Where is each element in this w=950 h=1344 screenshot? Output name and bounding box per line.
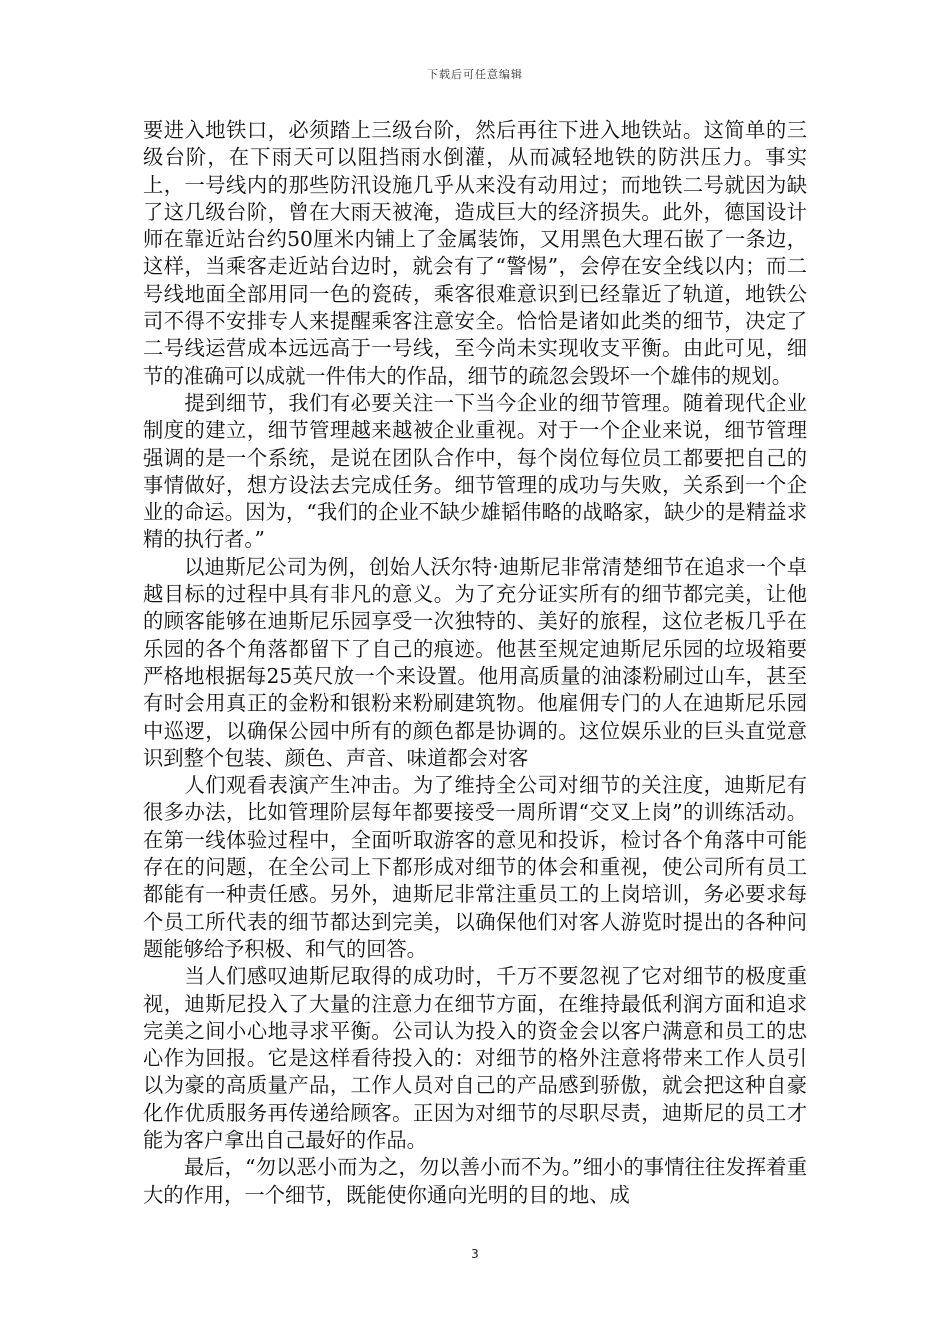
paragraph-disney-training: 人们观看表演产生冲击。为了维持全公司对细节的关注度，迪斯尼有很多办法，比如管理阶层每年都要接受一周所谓“交叉上岗”的训练活动。在第一线体验过程中，全面听取游客的意见和投诉，检讨各个角落中可能存在的问题，在全公司上下都形成对细节的体会和重视，使公司所有员工都能有一种责任感。另外，迪斯尼非常注重员工的上岗培训，务必要求每个员工所代表的细节都达到完美，以确保他们对客人游览时提出的各种问题能够给予积极、和气的回答。 bbox=[143, 773, 807, 961]
header-note: 下载后可任意编辑 bbox=[427, 68, 523, 81]
paragraph-conclusion: 最后，“勿以恶小而为之，勿以善小而不为。”细小的事情往往发挥着重大的作用，一个细节，既能使你通向光明的目的地、成 bbox=[143, 1155, 807, 1207]
paragraph-disney-founder: 以迪斯尼公司为例，创始人沃尔特·迪斯尼非常清楚细节在追求一个卓越目标的过程中具有非凡的意义。为了充分证实所有的细节都完美，让他的顾客能够在迪斯尼乐园享受一次独特的、美好的旅程，这位老板几乎在乐园的各个角落都留下了自己的痕迹。他甚至规定迪斯尼乐园的垃圾箱要严格地根据每25英尺放一个来设置。他用高质量的油漆粉刷过山车，甚至有时会用真正的金粉和银粉来粉刷建筑物。他雇佣专门的人在迪斯尼乐园中巡逻，以确保公园中所有的颜色都是协调的。这位娱乐业的巨头直觉意识到整个包装、颜色、声音、味道都会对客 bbox=[143, 554, 807, 770]
paragraph-disney-success: 当人们感叹迪斯尼取得的成功时，千万不要忽视了它对细节的极度重视，迪斯尼投入了大量的注意力在细节方面，在维持最低利润方面和追求完美之间小心地寻求平衡。公司认为投入的资金会以客户满意和员工的忠心作为回报。它是这样看待投入的：对细节的格外注意将带来工作人员引以为豪的高质量产品，工作人员对自己的产品感到骄傲，就会把这种自豪化作优质服务再传递给顾客。正因为对细节的尽职尽责，迪斯尼的员工才能为客户拿出自己最好的作品。 bbox=[143, 964, 807, 1152]
document-body bbox=[143, 117, 807, 1209]
paragraph-detail-management: 提到细节，我们有必要关注一下当今企业的细节管理。随着现代企业制度的建立，细节管理越来越被企业重视。对于一个企业来说，细节管理强调的是一个系统，是说在团队合作中，每个岗位每位员工都要把自己的事情做好，想方设法去完成任务。细节管理的成功与失败，关系到一个企业的命运。因为，“我们的企业不缺少雄韬伟略的战略家，缺少的是精益求精的执行者。” bbox=[143, 390, 807, 552]
page-number: 3 bbox=[471, 1247, 479, 1261]
paragraph-subway-steps: 要进入地铁口，必须踏上三级台阶，然后再往下进入地铁站。这简单的三级台阶，在下雨天可以阻挡雨水倒灌，从而减轻地铁的防洪压力。事实上，一号线内的那些防汛设施几乎从来没有动用过；而地铁二号就因为缺了这几级台阶，曾在大雨天被淹，造成巨大的经济损失。此外，德国设计师在靠近站台约50厘米内铺上了金属装饰，又用黑色大理石嵌了一条边，这样，当乘客走近站台边时，就会有了“警惕”，会停在安全线以内；而二号线地面全部用同一色的瓷砖，乘客很难意识到已经靠近了轨道，地铁公司不得不安排专人来提醒乘客注意安全。恰恰是诸如此类的细节，决定了二号线运营成本远远高于一号线，至今尚未实现收支平衡。由此可见，细节的准确可以成就一件伟大的作品，细节的疏忽会毁坏一个雄伟的规划。 bbox=[143, 118, 807, 388]
